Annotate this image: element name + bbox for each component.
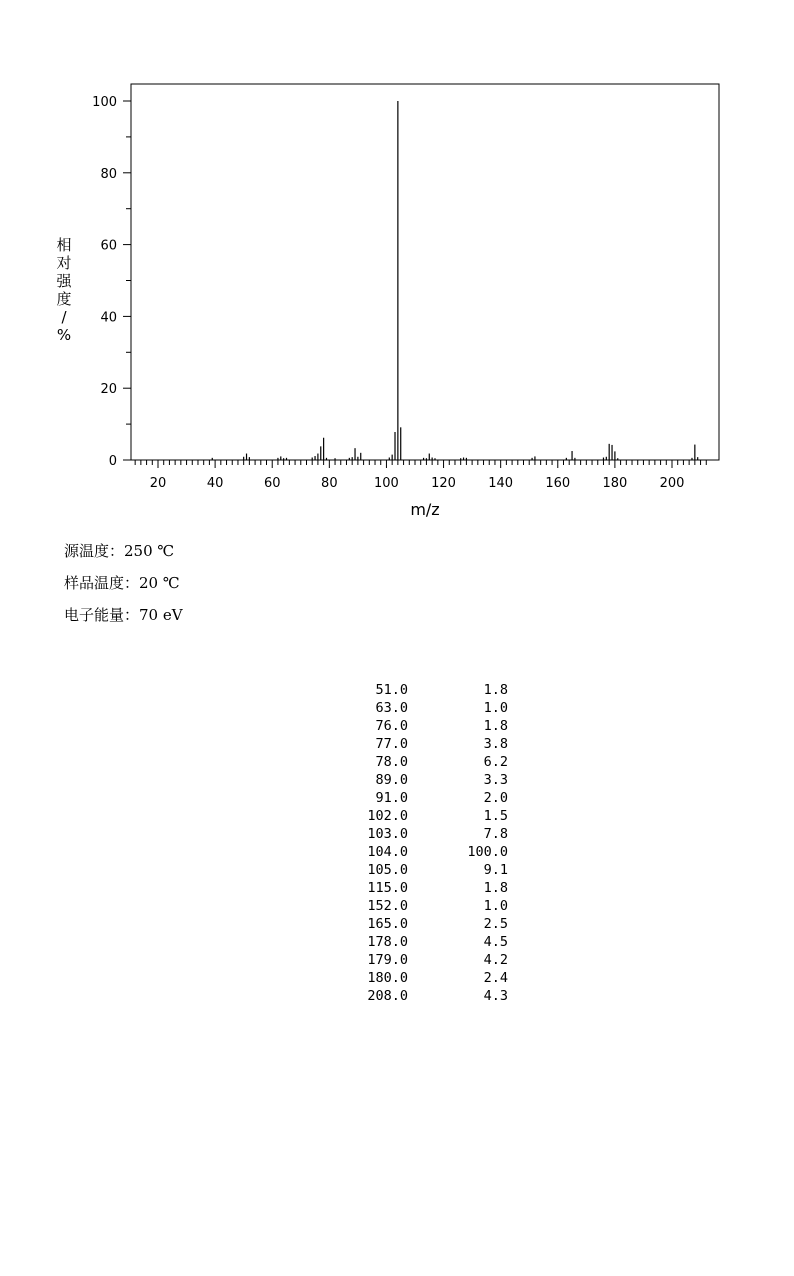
- table-row: [340, 753, 508, 771]
- y-tick-label: 80: [100, 166, 117, 182]
- experiment-conditions: [64, 538, 183, 634]
- table-row: [340, 699, 508, 717]
- peak-list-table: [340, 681, 508, 1005]
- table-row: [340, 933, 508, 951]
- table-row: [340, 789, 508, 807]
- peak-mz: 179.0: [367, 952, 408, 968]
- table-row: [340, 717, 508, 735]
- spectrum-peaks: [212, 101, 697, 460]
- peak-intensity: 1.8: [483, 682, 508, 698]
- peak-intensity: 2.4: [483, 970, 508, 986]
- y-tick-label: 60: [100, 238, 117, 254]
- peak-intensity: 1.0: [483, 700, 508, 716]
- peak-mz: 104.0: [367, 844, 408, 860]
- peak-mz: 91.0: [375, 790, 408, 806]
- plot-frame: [131, 84, 719, 460]
- table-row: [340, 681, 508, 699]
- x-tick-label: 160: [545, 476, 571, 491]
- y-axis-label: 相对强度/ %: [56, 236, 72, 344]
- x-tick-label: 60: [263, 476, 281, 491]
- peak-mz: 51.0: [375, 682, 408, 698]
- peak-mz: 180.0: [367, 970, 408, 986]
- table-row: [340, 915, 508, 933]
- table-row: [340, 843, 508, 861]
- peak-intensity: 1.8: [483, 718, 508, 734]
- table-row: [340, 861, 508, 879]
- x-tick-label: 40: [206, 476, 224, 491]
- sample-temperature: 样品温度：20 ℃: [64, 574, 180, 592]
- table-row: [340, 987, 508, 1005]
- peak-mz: 78.0: [375, 754, 408, 770]
- x-tick-label: 200: [659, 476, 685, 491]
- peak-intensity: 3.3: [483, 772, 508, 788]
- peak-mz: 103.0: [367, 826, 408, 842]
- peak-mz: 76.0: [375, 718, 408, 734]
- peak-mz: 208.0: [367, 988, 408, 1004]
- peak-mz: 77.0: [375, 736, 408, 752]
- table-row: [340, 807, 508, 825]
- table-row: [340, 951, 508, 969]
- y-tick-label: 20: [100, 382, 117, 398]
- mass-spectrum-chart: [0, 0, 794, 530]
- table-row: [340, 897, 508, 915]
- peak-intensity: 7.8: [483, 826, 508, 842]
- source-temperature: 源温度：250 ℃: [64, 542, 175, 560]
- table-row: [340, 879, 508, 897]
- peak-intensity: 1.5: [483, 808, 508, 824]
- peak-mz: 165.0: [367, 916, 408, 932]
- peak-mz: 63.0: [375, 700, 408, 716]
- table-row: [340, 771, 508, 789]
- x-tick-label: 180: [602, 476, 628, 491]
- x-axis-ticks: [135, 460, 706, 491]
- table-row: [340, 969, 508, 987]
- peak-intensity: 1.8: [483, 880, 508, 896]
- x-tick-label: 120: [431, 476, 456, 491]
- x-tick-label: 140: [488, 476, 514, 491]
- peak-intensity: 3.8: [483, 736, 508, 752]
- y-tick-label: 100: [92, 95, 117, 110]
- peak-mz: 115.0: [367, 880, 408, 896]
- peak-intensity: 1.0: [483, 898, 508, 914]
- peak-intensity: 2.5: [483, 916, 508, 932]
- peak-mz: 89.0: [375, 772, 408, 788]
- table-row: [340, 735, 508, 753]
- table-row: [340, 825, 508, 843]
- peak-mz: 178.0: [367, 934, 408, 950]
- x-tick-label: 20: [149, 476, 167, 491]
- x-axis-label: m/z: [410, 500, 440, 519]
- electron-energy: 电子能量：70 eV: [64, 606, 183, 624]
- x-tick-label: 100: [374, 476, 399, 491]
- peak-intensity: 4.3: [483, 988, 508, 1004]
- peak-intensity: 4.2: [483, 952, 508, 968]
- x-tick-label: 80: [321, 476, 338, 491]
- peak-intensity: 4.5: [483, 934, 508, 950]
- peak-intensity: 9.1: [483, 862, 508, 878]
- peak-intensity: 100.0: [467, 844, 508, 860]
- peak-intensity: 2.0: [483, 790, 508, 806]
- y-axis-ticks: [92, 95, 131, 469]
- peak-mz: 105.0: [367, 862, 408, 878]
- peak-mz: 152.0: [367, 898, 408, 914]
- y-tick-label: 0: [108, 454, 117, 469]
- y-tick-label: 40: [100, 310, 117, 326]
- peak-intensity: 6.2: [483, 754, 508, 770]
- peak-mz: 102.0: [367, 808, 408, 824]
